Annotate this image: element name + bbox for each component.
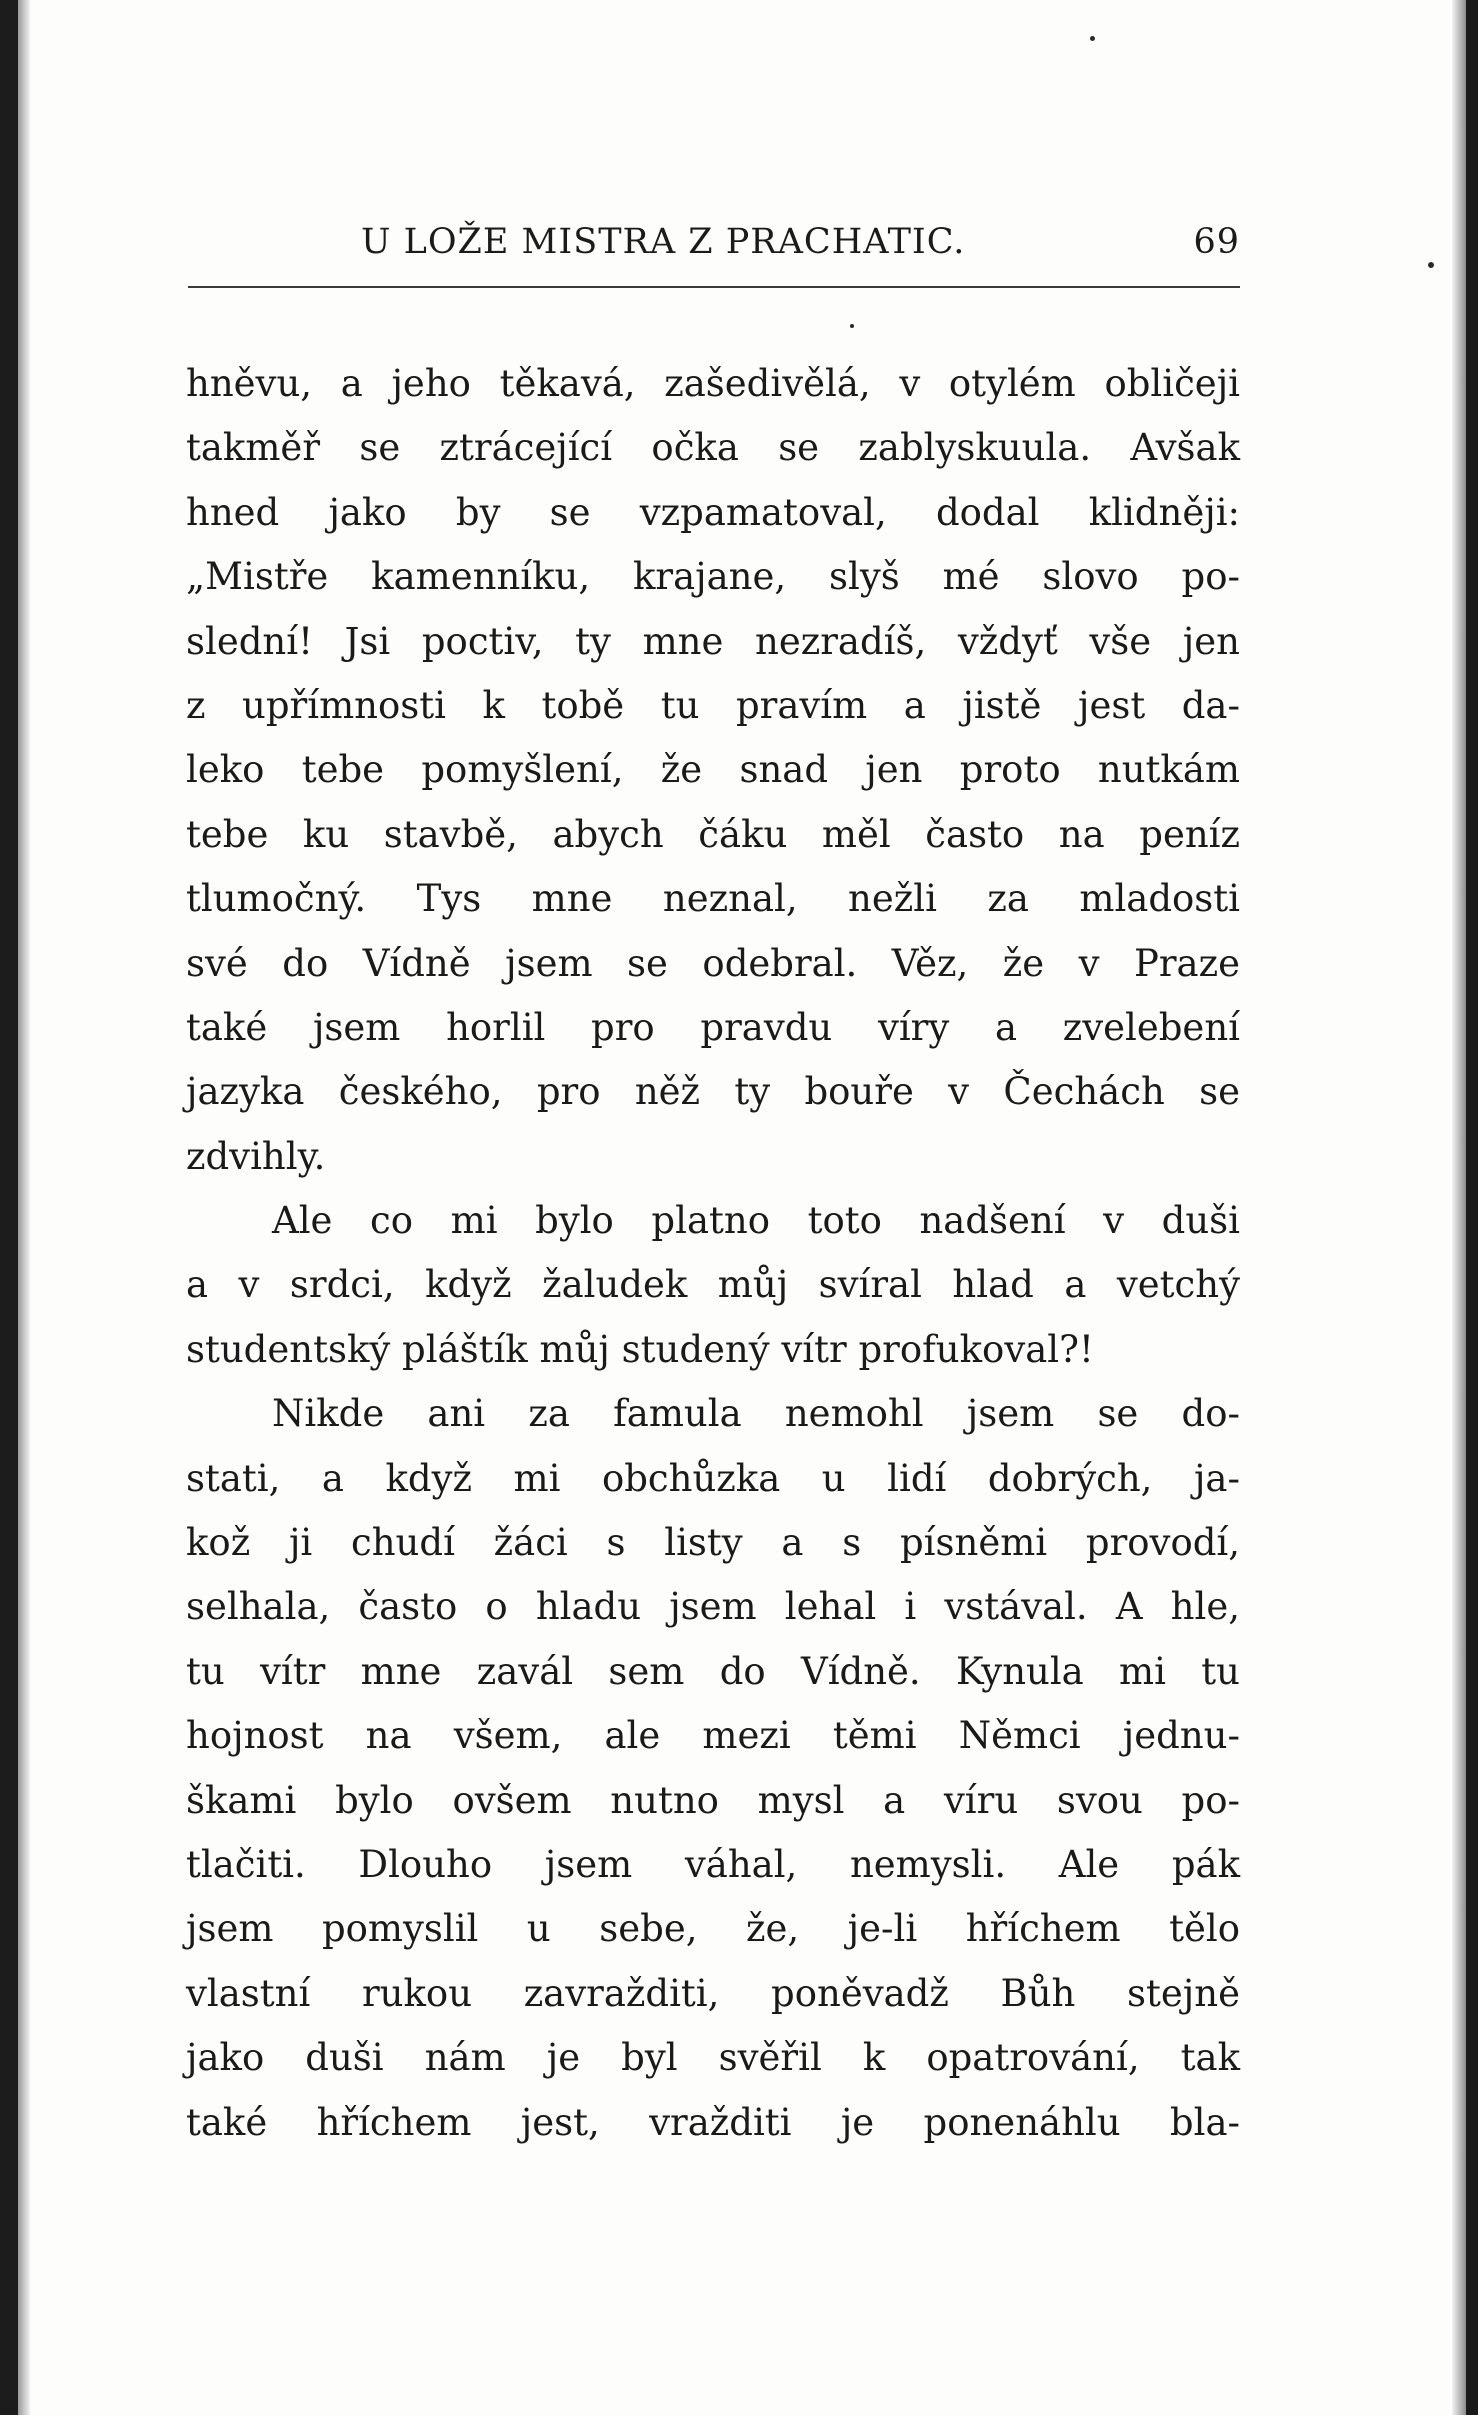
body-text [186,352,1240,2155]
right-page-shadow [1452,0,1466,2415]
text-line: jazyka českého, pro něž ty bouře v Čechách se [186,1070,1240,1114]
header-rule [188,286,1240,288]
text-line: selhala, často o hladu jsem lehal i vstával. A hle, [186,1585,1240,1629]
scan-speck [1428,262,1434,268]
text-line: tebe ku stavbě, abych čáku měl často na peníz [186,812,1240,856]
text-line: své do Vídně jsem se odebral. Věz, že v Praze [186,941,1240,985]
text-line: hněvu, a jeho těkavá, zašedivělá, v otylém obličeji [186,362,1240,405]
text-line: jako duši nám je byl svěřil k opatrování, tak [186,2036,1240,2080]
left-scan-border [0,0,18,2415]
text-line: leko tebe pomyšlení, že snad jen proto nutkám [186,748,1240,792]
text-line: kož ji chudí žáci s listy a s písněmi provodí, [186,1521,1240,1565]
text-line: stati, a když mi obchůzka u lidí dobrých, ja- [186,1456,1240,1500]
scan-speck [1090,36,1095,41]
text-line: vlastní rukou zavražditi, poněvadž Bůh stejně [186,1971,1240,2015]
scan-speck [850,324,854,328]
text-line: studentský pláštík můj studený vítr profukoval?! [186,1327,1094,1371]
text-line: „Mistře kamenníku, krajane, slyš mé slovo po- [186,555,1240,599]
left-page-shadow [18,0,30,2415]
text-line: jsem pomyslil u sebe, že, je-li hříchem tělo [186,1907,1240,1951]
right-scan-border [1466,0,1478,2415]
page-number: 69 [1193,222,1240,262]
text-line: tu vítr mne zavál sem do Vídně. Kynula mi tu [186,1649,1240,1693]
text-line: takměř se ztrácející očka se zablyskuula. Avšak [186,426,1240,470]
running-title: U LOŽE MISTRA Z PRACHATIC. [361,222,966,262]
text-line: hojnost na všem, ale mezi těmi Němci jednu- [186,1714,1240,1758]
text-line: a v srdci, když žaludek můj svíral hlad a vetchý [186,1263,1240,1307]
text-line: zdvihly. [186,1134,326,1178]
text-line-paragraph-start: Ale co mi bylo platno toto nadšení v duši [272,1199,1240,1243]
text-line: škami bylo ovšem nutno mysl a víru svou po- [186,1778,1240,1822]
text-line: slední! Jsi poctiv, ty mne nezradíš, vždyť vše jen [186,619,1240,663]
text-line: také jsem horlil pro pravdu víry a zvelebení [186,1005,1240,1049]
text-line: hned jako by se vzpamatoval, dodal klidněji: [186,490,1240,534]
text-line: také hříchem jest, vražditi je ponenáhlu bla- [186,2100,1240,2144]
text-line: tlačiti. Dlouho jsem váhal, nemysli. Ale pák [186,1842,1240,1886]
running-header [186,222,1240,270]
text-line: tlumočný. Tys mne neznal, nežli za mladosti [186,877,1240,921]
text-line: z upřímnosti k tobě tu pravím a jistě jest da- [186,683,1240,727]
text-line-paragraph-start: Nikde ani za famula nemohl jsem se do- [272,1392,1240,1436]
